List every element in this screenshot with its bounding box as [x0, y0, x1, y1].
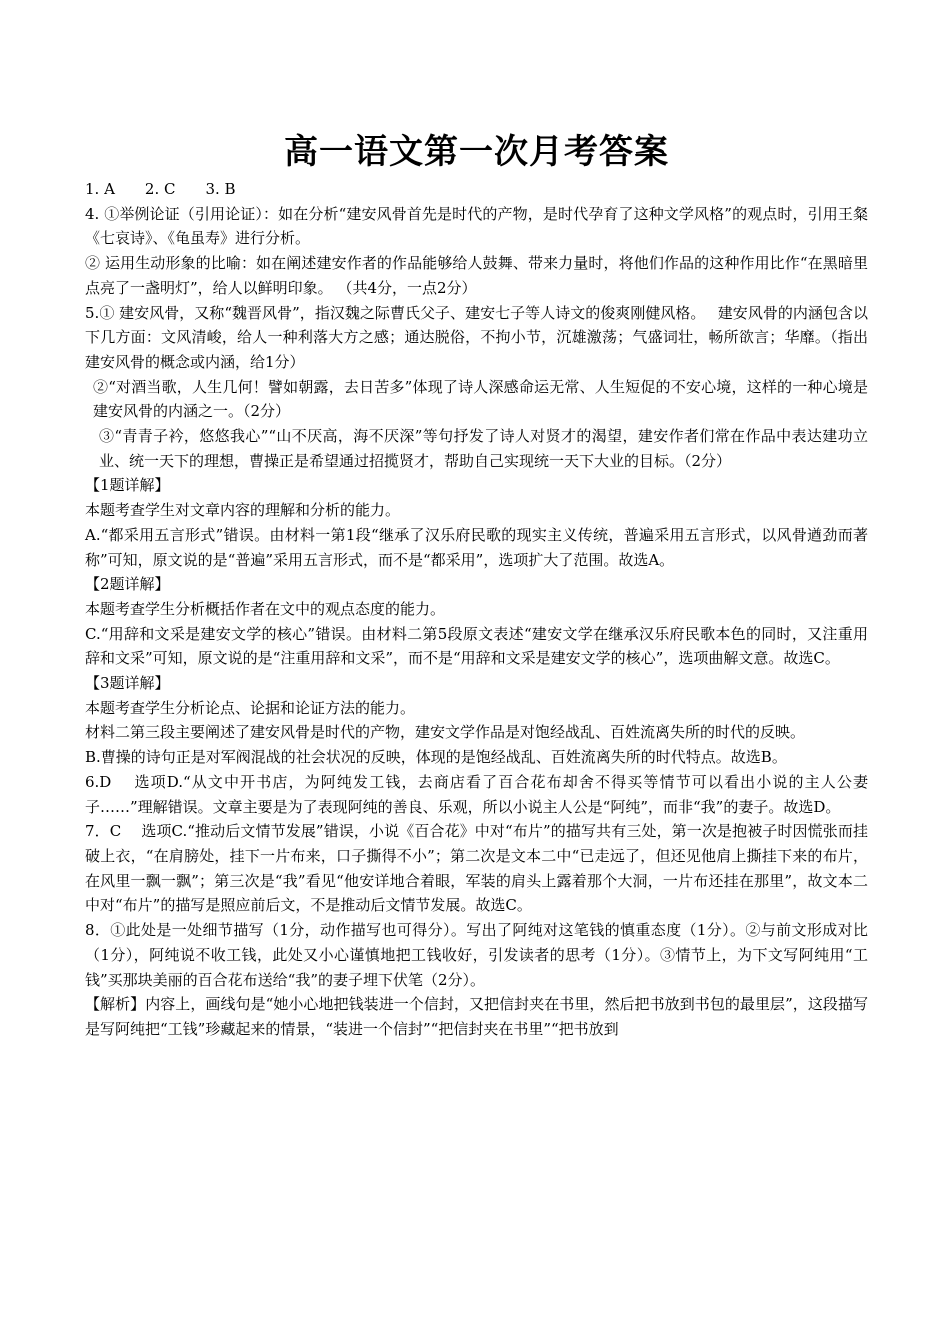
q1-explanation-heading: 【1题详解】	[85, 476, 170, 495]
answer-8-analysis: 【解析】内容上，画线句是“她小心地把钱装进一个信封，又把信封夹在书里，然后把书放到书包的最里层”，这段描写是写阿纯把“工钱”珍藏起来的情景，“装进一个信封”“把信封夹在书里”“把书放到	[85, 995, 868, 1038]
page-title: 高一语文第一次月考答案	[284, 132, 669, 172]
answer-4-point-2: ② 运用生动形象的比喻：如在阐述建安作者的作品能够给人鼓舞、带来力量时，将他们作品的这种作用比作“在黑暗里点亮了一盏明灯”，给人以鲜明印象。 （共4分，一点2分）	[85, 254, 868, 297]
q3-explanation-body-2: B.曹操的诗句正是对军阀混战的社会状况的反映，体现的是饱经战乱、百姓流离失所的时代特点。故选B。	[85, 748, 787, 767]
q3-explanation-intro: 本题考查学生分析论点、论据和论证方法的能力。	[85, 698, 416, 717]
answer-5-point-2: ②“对酒当歌，人生几何！譬如朝露，去日苦多”体现了诗人深感命运无常、人生短促的不安心境，这样的一种心境是建安风骨的内涵之一。（2分）	[93, 377, 868, 421]
q2-explanation-intro: 本题考查学生分析概括作者在文中的观点态度的能力。	[85, 599, 446, 618]
answer-8: 8．①此处是一处细节描写（1分，动作描写也可得分）。写出了阿纯对这笔钱的慎重态度（1分）。②与前文形成对比（1分），阿纯说不收工钱，此处又小心谨慎地把工钱收好，引发读者的思考（1分）。③情节上，为下文写阿纯用“工钱”买那块美丽的百合花布送给“我”的妻子埋下伏笔（2分）。	[85, 921, 868, 989]
answer-4-point-1: 4. ①举例论证（引用论证）：如在分析“建安风骨首先是时代的产物，是时代孕育了这种文学风格”的观点时，引用王粲《七哀诗》、《龟虽寿》进行分析。	[85, 204, 868, 248]
q1-explanation-body: A.“都采用五言形式”错误。由材料一第1段“继承了汉乐府民歌的现实主义传统，普遍采用五言形式，以风骨遒劲而著称”可知，原文说的是“普遍”采用五言形式，而不是“都采用”，选项扩大了范围。故选A。	[85, 525, 868, 569]
q2-explanation-body: C.“用辞和文采是建安文学的核心”错误。由材料二第5段原文表述“建安文学在继承汉乐府民歌本色的同时，又注重用辞和文采”可知，原文说的是“注重用辞和文采”，而不是“用辞和文采是建安文学的核心”，选项曲解文意。故选C。	[85, 624, 868, 668]
answer-5-point-3: ③“青青子衿，悠悠我心”“山不厌高，海不厌深”等句抒发了诗人对贤才的渴望，建安作者们常在作品中表达建功立业、统一天下的理想，曹操正是希望通过招揽贤才，帮助自己实现统一天下大业的目标。（2分）	[99, 427, 868, 470]
q3-explanation-body-1: 材料二第三段主要阐述了建安风骨是时代的产物，建安文学作品是对饱经战乱、百姓流离失所的时代的反映。	[85, 723, 806, 742]
answer-7: 7．C 选项C.“推动后文情节发展”错误，小说《百合花》中对“布片”的描写共有三处，第一次是抱被子时因慌张而挂破上衣，“在肩膀处，挂下一片布来，口子撕得不小”；第二次是文本二中“已走远了，但还见他肩上撕挂下来的布片，在风里一飘一飘”；第三次是“我”看见“他安详地合着眼，军装的肩头上露着那个大洞，一片布还挂在那里”，故文本二中对“布片”的描写是照应前后文，不是推动后文情节发展。故选C。	[85, 822, 868, 915]
q3-explanation-heading: 【3题详解】	[85, 674, 170, 693]
answer-6: 6.D 选项D.“从文中开书店，为阿纯发工钱，去商店看了百合花布却舍不得买等情节可以看出小说的主人公妻子……”理解错误。文章主要是为了表现阿纯的善良、乐观，所以小说主人公是“阿纯”，而非“我”的妻子。故选D。	[85, 772, 868, 816]
q1-explanation-intro: 本题考查学生对文章内容的理解和分析的能力。	[85, 501, 401, 520]
answers-1-3: 1. A 2. C 3. B	[85, 180, 236, 198]
answer-5-point-1: 5.① 建安风骨，又称“魏晋风骨”，指汉魏之际曹氏父子、建安七子等人诗文的俊爽刚健风格。 建安风骨的内涵包含以下几方面：文风清峻，给人一种利落大方之感；通达脱俗，不拘小节，沉雄激荡；气盛词壮，畅所欲言；华靡。（指出建安风骨的概念或内涵，给1分）	[85, 303, 868, 371]
q2-explanation-heading: 【2题详解】	[85, 575, 170, 594]
